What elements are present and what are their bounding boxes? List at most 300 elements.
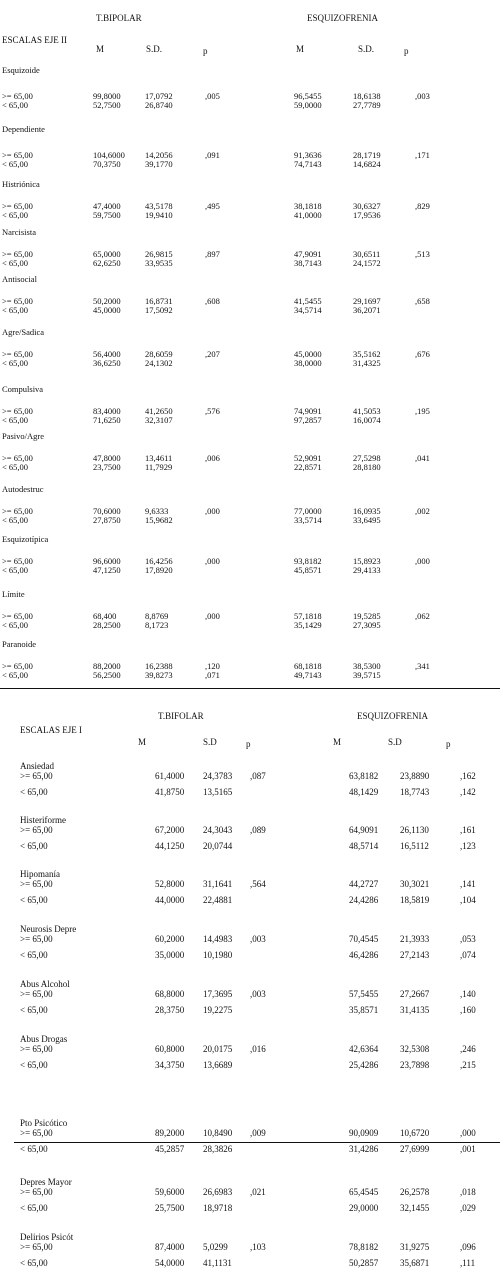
bipolar-p: ,608 — [205, 296, 220, 306]
esquizo-sd: 27,5298 — [353, 453, 381, 463]
bipolar-mean: 28,2500 — [93, 620, 121, 630]
esquizo-mean: 90,0909 — [349, 1128, 379, 1138]
bipolar-mean: 56,4000 — [93, 349, 121, 359]
group-header-esquizofrenia: ESQUIZOFRENIA — [307, 13, 378, 23]
row-cut-label: >= 65,00 — [2, 201, 33, 211]
esquizo-sd: 27,2143 — [400, 950, 430, 960]
row-cut-label: >= 65,00 — [2, 296, 33, 306]
esquizo-mean: 41,5455 — [294, 296, 322, 306]
bipolar-mean: 52,7500 — [93, 100, 121, 110]
esquizo-mean: 44,2727 — [349, 879, 379, 889]
row-cut-label: >= 65,00 — [2, 406, 33, 416]
bipolar-mean: 34,3750 — [155, 1060, 185, 1070]
esquizo-mean: 96,5455 — [294, 91, 322, 101]
esquizo-p: ,123 — [460, 841, 476, 851]
esquizo-sd: 18,5819 — [400, 895, 430, 905]
esquizo-mean: 77,0000 — [294, 506, 322, 516]
bipolar-p: ,005 — [205, 91, 220, 101]
esquizo-mean: 33,5714 — [294, 515, 322, 525]
bipolar-mean: 70,3750 — [93, 159, 121, 169]
esquizo-p: ,053 — [460, 934, 476, 944]
esquizo-mean: 38,0000 — [294, 358, 322, 368]
scale-name: Dependiente — [2, 124, 45, 134]
esquizo-p: ,062 — [415, 611, 430, 621]
esquizo-sd: 33,6495 — [353, 515, 381, 525]
bipolar-sd: 24,1302 — [145, 358, 173, 368]
scale-name: Compulsiva — [2, 384, 44, 394]
bipolar-sd: 10,1980 — [203, 950, 233, 960]
row-cut-label: < 65,00 — [2, 159, 29, 169]
bipolar-p: ,495 — [205, 201, 220, 211]
esquizo-mean: 59,0000 — [294, 100, 322, 110]
row-cut-label: < 65,00 — [20, 1005, 48, 1015]
bipolar-mean: 70,6000 — [93, 506, 121, 516]
bipolar-p: ,576 — [205, 406, 220, 416]
esquizo-mean: 70,4545 — [349, 934, 379, 944]
esquizo-mean: 97,2857 — [294, 415, 322, 425]
bipolar-p: ,003 — [250, 934, 266, 944]
bipolar-sd: 18,9718 — [203, 1203, 233, 1213]
esquizo-mean: 45,0000 — [294, 349, 322, 359]
row-cut-label: >= 65,00 — [20, 879, 53, 889]
bipolar-p: ,207 — [205, 349, 220, 359]
esquizo-sd: 15,8923 — [353, 556, 381, 566]
row-cut-label: < 65,00 — [2, 565, 29, 575]
bipolar-p: ,564 — [250, 879, 266, 889]
row-cut-label: < 65,00 — [20, 787, 48, 797]
bipolar-sd: 24,3783 — [203, 771, 233, 781]
scale-name: Autodestruc — [2, 484, 44, 494]
esquizo-mean: 47,9091 — [294, 249, 322, 259]
esquizo-mean: 45,8571 — [294, 565, 322, 575]
bipolar-sd: 17,5092 — [145, 305, 173, 315]
esquizo-sd: 28,8180 — [353, 462, 381, 472]
scale-name: Narcisista — [2, 227, 36, 237]
bipolar-sd: 13,4611 — [145, 453, 173, 463]
esquizo-p: ,215 — [460, 1060, 476, 1070]
bipolar-sd: 8,8769 — [145, 611, 169, 621]
row-cut-label: < 65,00 — [2, 210, 29, 220]
esquizo-mean: 74,7143 — [294, 159, 322, 169]
bipolar-sd: 19,9410 — [145, 210, 173, 220]
bipolar-mean: 88,2000 — [93, 661, 121, 671]
row-cut-label: >= 65,00 — [2, 506, 33, 516]
scale-name: Agre/Sadica — [2, 327, 45, 337]
bipolar-p: ,091 — [205, 150, 220, 160]
scale-name: Neurosis Depre — [20, 924, 77, 934]
esquizo-p: ,676 — [415, 349, 430, 359]
bipolar-sd: 13,6689 — [203, 1060, 233, 1070]
esquizo-mean: 57,1818 — [294, 611, 322, 621]
stub-header: ESCALAS EJE I — [20, 725, 83, 735]
esquizo-p: ,003 — [415, 91, 430, 101]
bipolar-mean: 52,8000 — [155, 879, 185, 889]
row-cut-label: < 65,00 — [2, 305, 29, 315]
row-cut-label: >= 65,00 — [2, 453, 33, 463]
col-header-m: M — [333, 737, 342, 747]
col-header-p: p — [246, 739, 251, 749]
col-header-sd: S.D. — [358, 44, 375, 54]
esquizo-p: ,074 — [460, 950, 476, 960]
esquizo-sd: 27,2667 — [400, 989, 430, 999]
bipolar-sd: 22,4881 — [203, 895, 233, 905]
esquizo-sd: 30,6327 — [353, 201, 381, 211]
bipolar-mean: 45,2857 — [155, 1144, 185, 1154]
esquizo-sd: 28,1719 — [353, 150, 381, 160]
bipolar-sd: 16,2388 — [145, 661, 173, 671]
scale-name: Hipomanía — [20, 869, 60, 879]
bipolar-mean: 61,4000 — [155, 771, 185, 781]
esquizo-sd: 26,2578 — [400, 1187, 430, 1197]
bipolar-p: ,120 — [205, 661, 220, 671]
bipolar-sd: 41,2650 — [145, 406, 173, 416]
bipolar-mean: 47,1250 — [93, 565, 121, 575]
bipolar-sd: 28,6059 — [145, 349, 173, 359]
scale-name: Delirios Psicót — [20, 1232, 74, 1242]
esquizo-mean: 38,7143 — [294, 258, 322, 268]
esquizo-sd: 32,1455 — [400, 1203, 430, 1213]
bipolar-mean: 27,8750 — [93, 515, 121, 525]
esquizo-sd: 16,0074 — [353, 415, 381, 425]
esquizo-p: ,162 — [460, 771, 476, 781]
esquizo-sd: 23,7898 — [400, 1060, 430, 1070]
bipolar-sd: 10,8490 — [203, 1128, 233, 1138]
esquizo-sd: 23,8890 — [400, 771, 430, 781]
bipolar-sd: 28,3826 — [203, 1144, 233, 1154]
esquizo-sd: 39,5715 — [353, 670, 381, 680]
esquizo-p: ,246 — [460, 1044, 476, 1054]
row-cut-label: < 65,00 — [2, 515, 29, 525]
esquizo-mean: 93,8182 — [294, 556, 322, 566]
scale-name: Ansiedad — [20, 761, 54, 771]
col-header-m: M — [96, 44, 105, 54]
bipolar-p: ,006 — [205, 453, 220, 463]
col-header-sd: S.D — [203, 737, 217, 747]
scale-name: Pasivo/Agre — [2, 431, 45, 441]
bipolar-p: ,897 — [205, 249, 220, 259]
row-cut-label: < 65,00 — [20, 1144, 48, 1154]
bipolar-sd: 26,8740 — [145, 100, 173, 110]
esquizo-sd: 27,3095 — [353, 620, 381, 630]
esquizo-p: ,104 — [460, 895, 476, 905]
col-header-m: M — [138, 737, 147, 747]
esquizo-sd: 24,1572 — [353, 258, 381, 268]
bipolar-mean: 23,7500 — [93, 462, 121, 472]
esquizo-p: ,002 — [415, 506, 430, 516]
row-cut-label: < 65,00 — [2, 670, 29, 680]
esquizo-mean: 91,3636 — [294, 150, 322, 160]
bipolar-mean: 67,2000 — [155, 825, 185, 835]
esquizo-p: ,658 — [415, 296, 430, 306]
bipolar-mean: 41,8750 — [155, 787, 185, 797]
esquizo-sd: 18,7743 — [400, 787, 430, 797]
bipolar-sd: 32,3107 — [145, 415, 173, 425]
esquizo-p: ,341 — [415, 661, 430, 671]
row-cut-label: < 65,00 — [2, 258, 29, 268]
bipolar-p: ,003 — [250, 989, 266, 999]
bipolar-mean: 47,8000 — [93, 453, 121, 463]
esquizo-mean: 38,1818 — [294, 201, 322, 211]
esquizo-p: ,195 — [415, 406, 430, 416]
scale-name: Esquizoide — [2, 65, 40, 75]
esquizo-p: ,000 — [460, 1128, 476, 1138]
row-cut-label: >= 65,00 — [2, 556, 33, 566]
group-header-esquizofrenia: ESQUIZOFRENIA — [357, 711, 428, 721]
esquizo-mean: 65,4545 — [349, 1187, 379, 1197]
row-cut-label: < 65,00 — [2, 620, 29, 630]
esquizo-sd: 30,3021 — [400, 879, 430, 889]
bipolar-sd: 20,0744 — [203, 841, 233, 851]
bipolar-sd: 8,1723 — [145, 620, 169, 630]
bipolar-mean: 89,2000 — [155, 1128, 185, 1138]
bipolar-sd: 14,2056 — [145, 150, 173, 160]
row-cut-label: < 65,00 — [20, 841, 48, 851]
bipolar-p: ,021 — [250, 1187, 266, 1197]
row-cut-label: < 65,00 — [2, 415, 29, 425]
esquizo-mean: 48,1429 — [349, 787, 379, 797]
esquizo-sd: 17,9536 — [353, 210, 381, 220]
esquizo-mean: 42,6364 — [349, 1044, 379, 1054]
esquizo-p: ,171 — [415, 150, 430, 160]
bipolar-sd: 17,0792 — [145, 91, 173, 101]
bipolar-sd: 19,2275 — [203, 1005, 233, 1015]
bipolar-sd: 13,5165 — [203, 787, 233, 797]
col-header-sd: S.D. — [146, 44, 163, 54]
esquizo-sd: 36,2071 — [353, 305, 381, 315]
bipolar-sd: 16,4256 — [145, 556, 173, 566]
bipolar-mean: 56,2500 — [93, 670, 121, 680]
bipolar-mean: 44,0000 — [155, 895, 185, 905]
esquizo-sd: 27,6999 — [400, 1144, 430, 1154]
esquizo-sd: 18,6138 — [353, 91, 381, 101]
bipolar-p: ,103 — [250, 1242, 266, 1252]
bipolar-p: ,087 — [250, 771, 266, 781]
bipolar-mean: 83,4000 — [93, 406, 121, 416]
row-cut-label: >= 65,00 — [20, 771, 53, 781]
row-cut-label: >= 65,00 — [2, 661, 33, 671]
esquizo-mean: 22,8571 — [294, 462, 322, 472]
esquizo-mean: 29,0000 — [349, 1203, 379, 1213]
bipolar-mean: 99,8000 — [93, 91, 121, 101]
esquizo-p: ,000 — [415, 556, 430, 566]
bipolar-mean: 68,400 — [93, 611, 117, 621]
bipolar-mean: 71,6250 — [93, 415, 121, 425]
bipolar-mean: 59,6000 — [155, 1187, 185, 1197]
bipolar-sd: 43,5178 — [145, 201, 173, 211]
esquizo-sd: 19,5285 — [353, 611, 381, 621]
esquizo-p: ,161 — [460, 825, 476, 835]
scale-name: Esquizotípica — [2, 534, 49, 544]
esquizo-sd: 10,6720 — [400, 1128, 430, 1138]
bipolar-p: ,009 — [250, 1128, 266, 1138]
row-cut-label: < 65,00 — [20, 895, 48, 905]
bipolar-mean: 47,4000 — [93, 201, 121, 211]
bipolar-sd: 39,8273 — [145, 670, 173, 680]
bipolar-sd: 15,9682 — [145, 515, 173, 525]
bipolar-mean: 28,3750 — [155, 1005, 185, 1015]
esquizo-mean: 25,4286 — [349, 1060, 379, 1070]
row-cut-label: < 65,00 — [2, 358, 29, 368]
bipolar-mean: 35,0000 — [155, 950, 185, 960]
row-cut-label: >= 65,00 — [2, 349, 33, 359]
esquizo-mean: 35,8571 — [349, 1005, 379, 1015]
stub-header: ESCALAS EJE II — [2, 35, 67, 45]
bipolar-mean: 68,8000 — [155, 989, 185, 999]
row-cut-label: < 65,00 — [20, 1258, 48, 1268]
esquizo-p: ,140 — [460, 989, 476, 999]
col-header-p: p — [404, 46, 409, 56]
esquizo-mean: 48,5714 — [349, 841, 379, 851]
row-cut-label: < 65,00 — [2, 462, 29, 472]
col-header-p: p — [203, 46, 208, 56]
esquizo-mean: 64,9091 — [349, 825, 379, 835]
row-cut-label: >= 65,00 — [2, 611, 33, 621]
bipolar-sd: 17,3695 — [203, 989, 233, 999]
esquizo-p: ,160 — [460, 1005, 476, 1015]
esquizo-mean: 34,5714 — [294, 305, 322, 315]
scale-name: Pto Psicótico — [20, 1118, 68, 1128]
row-cut-label: < 65,00 — [20, 950, 48, 960]
esquizo-mean: 24,4286 — [349, 895, 379, 905]
bipolar-sd: 9,6333 — [145, 506, 169, 516]
bipolar-sd: 26,9815 — [145, 249, 173, 259]
bipolar-mean: 60,2000 — [155, 934, 185, 944]
scale-name: Antisocial — [2, 274, 37, 284]
col-header-sd: S.D — [388, 737, 402, 747]
bipolar-p: ,089 — [250, 825, 266, 835]
row-cut-label: >= 65,00 — [20, 934, 53, 944]
esquizo-sd: 35,5162 — [353, 349, 381, 359]
esquizo-sd: 32,5308 — [400, 1044, 430, 1054]
esquizo-mean: 57,5455 — [349, 989, 379, 999]
esquizo-sd: 30,6511 — [353, 249, 381, 259]
bipolar-p: ,000 — [205, 506, 220, 516]
bipolar-mean: 62,6250 — [93, 258, 121, 268]
esquizo-p: ,141 — [460, 879, 476, 889]
bipolar-mean: 60,8000 — [155, 1044, 185, 1054]
bipolar-mean: 25,7500 — [155, 1203, 185, 1213]
group-header-bipolar: T.BIFOLAR — [158, 711, 204, 721]
row-cut-label: >= 65,00 — [20, 1128, 53, 1138]
esquizo-mean: 35,1429 — [294, 620, 322, 630]
row-divider-rule — [14, 1142, 500, 1143]
row-cut-label: < 65,00 — [2, 100, 29, 110]
esquizo-p: ,096 — [460, 1242, 476, 1252]
bipolar-sd: 17,8920 — [145, 565, 173, 575]
esquizo-p: ,029 — [460, 1203, 476, 1213]
bipolar-mean: 87,4000 — [155, 1242, 185, 1252]
group-header-bipolar: T.BIPOLAR — [96, 13, 142, 23]
bipolar-p: ,071 — [205, 670, 220, 680]
bipolar-mean: 59,7500 — [93, 210, 121, 220]
esquizo-sd: 26,1130 — [400, 825, 429, 835]
esquizo-sd: 27,7789 — [353, 100, 381, 110]
esquizo-p: ,111 — [460, 1258, 476, 1268]
table-separator-rule — [0, 688, 500, 689]
esquizo-sd: 35,6871 — [400, 1258, 430, 1268]
bipolar-mean: 36,6250 — [93, 358, 121, 368]
esquizo-p: ,829 — [415, 201, 430, 211]
esquizo-mean: 31,4286 — [349, 1144, 379, 1154]
col-header-p: p — [446, 739, 451, 749]
esquizo-sd: 14,6824 — [353, 159, 381, 169]
bipolar-mean: 44,1250 — [155, 841, 185, 851]
scale-name: Abus Drogas — [20, 1034, 68, 1044]
scale-name: Abus Alcohol — [20, 979, 70, 989]
esquizo-sd: 29,4133 — [353, 565, 381, 575]
esquizo-p: ,142 — [460, 787, 476, 797]
esquizo-mean: 41,0000 — [294, 210, 322, 220]
row-cut-label: >= 65,00 — [2, 91, 33, 101]
bipolar-sd: 24,3043 — [203, 825, 233, 835]
esquizo-p: ,001 — [460, 1144, 476, 1154]
bipolar-mean: 45,0000 — [93, 305, 121, 315]
bipolar-sd: 5,0299 — [203, 1242, 228, 1252]
esquizo-sd: 41,5053 — [353, 406, 381, 416]
bipolar-sd: 16,8731 — [145, 296, 173, 306]
row-cut-label: < 65,00 — [20, 1203, 48, 1213]
scale-name: Límite — [2, 589, 25, 599]
bipolar-mean: 96,6000 — [93, 556, 121, 566]
bipolar-sd: 20,0175 — [203, 1044, 233, 1054]
row-cut-label: < 65,00 — [20, 1060, 48, 1070]
esquizo-mean: 78,8182 — [349, 1242, 379, 1252]
bipolar-sd: 39,1770 — [145, 159, 173, 169]
scale-name: Histeriforme — [20, 815, 66, 825]
bipolar-mean: 104,6000 — [93, 150, 125, 160]
esquizo-sd: 21,3933 — [400, 934, 430, 944]
esquizo-mean: 50,2857 — [349, 1258, 379, 1268]
scale-name: Histriónica — [2, 179, 40, 189]
esquizo-mean: 46,4286 — [349, 950, 379, 960]
esquizo-mean: 49,7143 — [294, 670, 322, 680]
esquizo-mean: 63,8182 — [349, 771, 379, 781]
bipolar-p: ,000 — [205, 556, 220, 566]
bipolar-p: ,000 — [205, 611, 220, 621]
bipolar-sd: 31,1641 — [203, 879, 233, 889]
esquizo-sd: 31,4325 — [353, 358, 381, 368]
scale-name: Paranoide — [2, 639, 36, 649]
esquizo-sd: 31,9275 — [400, 1242, 430, 1252]
col-header-m: M — [296, 44, 305, 54]
row-cut-label: >= 65,00 — [20, 1242, 53, 1252]
bipolar-sd: 11,7929 — [145, 462, 173, 472]
row-cut-label: >= 65,00 — [2, 249, 33, 259]
bipolar-mean: 54,0000 — [155, 1258, 185, 1268]
esquizo-sd: 16,5112 — [400, 841, 429, 851]
esquizo-mean: 68,1818 — [294, 661, 322, 671]
bipolar-sd: 14,4983 — [203, 934, 233, 944]
bipolar-mean: 50,2000 — [93, 296, 121, 306]
esquizo-mean: 52,9091 — [294, 453, 322, 463]
bipolar-mean: 65,0000 — [93, 249, 121, 259]
table-escalas-eje-i — [0, 700, 500, 1271]
esquizo-p: ,041 — [415, 453, 430, 463]
esquizo-p: ,018 — [460, 1187, 476, 1197]
esquizo-sd: 31,4135 — [400, 1005, 430, 1015]
row-cut-label: >= 65,00 — [20, 825, 53, 835]
row-cut-label: >= 65,00 — [20, 1044, 53, 1054]
esquizo-sd: 38,5300 — [353, 661, 381, 671]
scale-name: Depres Mayor — [20, 1177, 72, 1187]
bipolar-sd: 26,6983 — [203, 1187, 233, 1197]
bipolar-sd: 33,9535 — [145, 258, 173, 268]
esquizo-mean: 74,9091 — [294, 406, 322, 416]
esquizo-p: ,513 — [415, 249, 430, 259]
esquizo-sd: 16,0935 — [353, 506, 381, 516]
row-cut-label: >= 65,00 — [20, 1187, 53, 1197]
bipolar-sd: 41,1131 — [203, 1258, 232, 1268]
